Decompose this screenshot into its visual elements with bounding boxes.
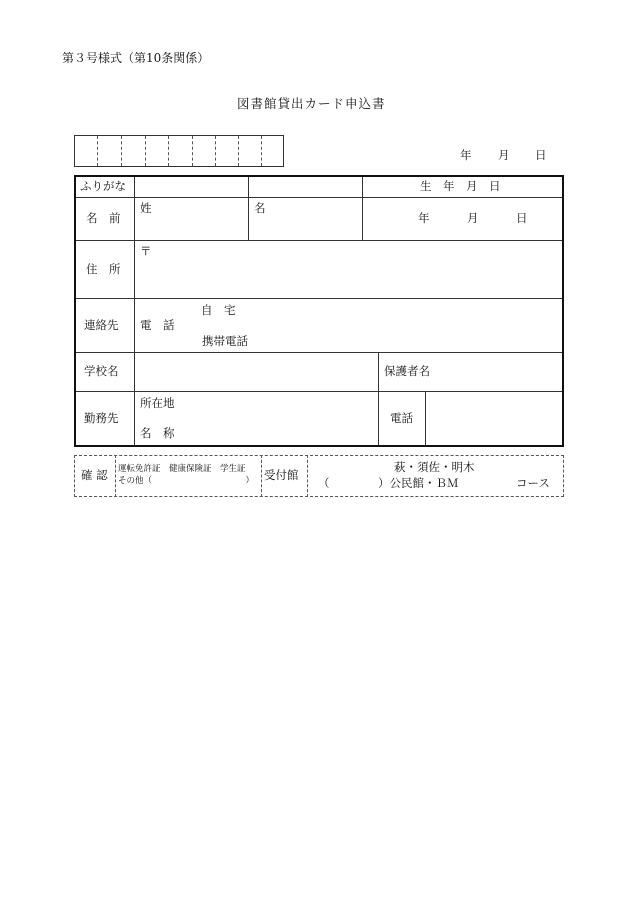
- address-label: 住 所: [86, 262, 121, 276]
- address-field[interactable]: [134, 241, 560, 297]
- id-types-line2: その他（ ）: [118, 476, 255, 486]
- work-phone-field[interactable]: [426, 392, 560, 444]
- paren-open: （: [318, 476, 330, 490]
- mobile-phone-label: 携帯電話: [202, 334, 248, 348]
- birth-month-label: 月: [467, 211, 479, 225]
- work-name-label: 名 称: [140, 426, 175, 440]
- application-day-label: 日: [535, 148, 547, 162]
- reception-label: 受付館: [264, 468, 299, 482]
- school-field[interactable]: [134, 352, 374, 390]
- school-label: 学校名: [84, 364, 119, 378]
- contact-label: 連絡先: [84, 318, 119, 332]
- page-title: 図書館貸出カード申込書: [237, 96, 386, 111]
- application-year-label: 年: [460, 148, 472, 162]
- card-number-boxes[interactable]: [74, 135, 284, 167]
- given-name-label: 名: [254, 201, 266, 215]
- phone-field[interactable]: [260, 299, 560, 351]
- guardian-field[interactable]: [440, 352, 560, 390]
- given-name-field[interactable]: [248, 198, 360, 240]
- id-types-line1: 運転免許証 健康保険証 学生証: [118, 464, 246, 474]
- furigana-surname-field[interactable]: [134, 177, 246, 197]
- surname-field[interactable]: [134, 198, 246, 240]
- postal-mark: 〒: [140, 244, 152, 258]
- birth-year-label: 年: [418, 211, 430, 225]
- guardian-label: 保護者名: [384, 364, 430, 378]
- work-label: 勤務先: [84, 411, 119, 425]
- work-field[interactable]: [190, 392, 374, 444]
- name-label: 名 前: [86, 211, 121, 225]
- birthdate-label: 生 年 月 日: [420, 179, 501, 193]
- surname-label: 姓: [140, 201, 152, 215]
- work-location-label: 所在地: [140, 396, 175, 410]
- home-phone-label: 自 宅: [201, 303, 236, 317]
- course-label: コース: [516, 476, 550, 490]
- application-month-label: 月: [498, 148, 510, 162]
- branches-label: 萩・須佐・明木: [394, 460, 475, 474]
- confirmation-label: 確 認: [81, 468, 108, 482]
- furigana-given-name-field[interactable]: [248, 177, 360, 197]
- community-center-label: ）公民館・ＢＭ: [378, 476, 459, 490]
- work-phone-label: 電話: [390, 411, 413, 425]
- birth-day-label: 日: [516, 211, 528, 225]
- furigana-label: ふりがな: [80, 179, 126, 193]
- phone-label: 電 話: [140, 318, 175, 332]
- form-number: 第３号様式（第10条関係）: [62, 51, 210, 65]
